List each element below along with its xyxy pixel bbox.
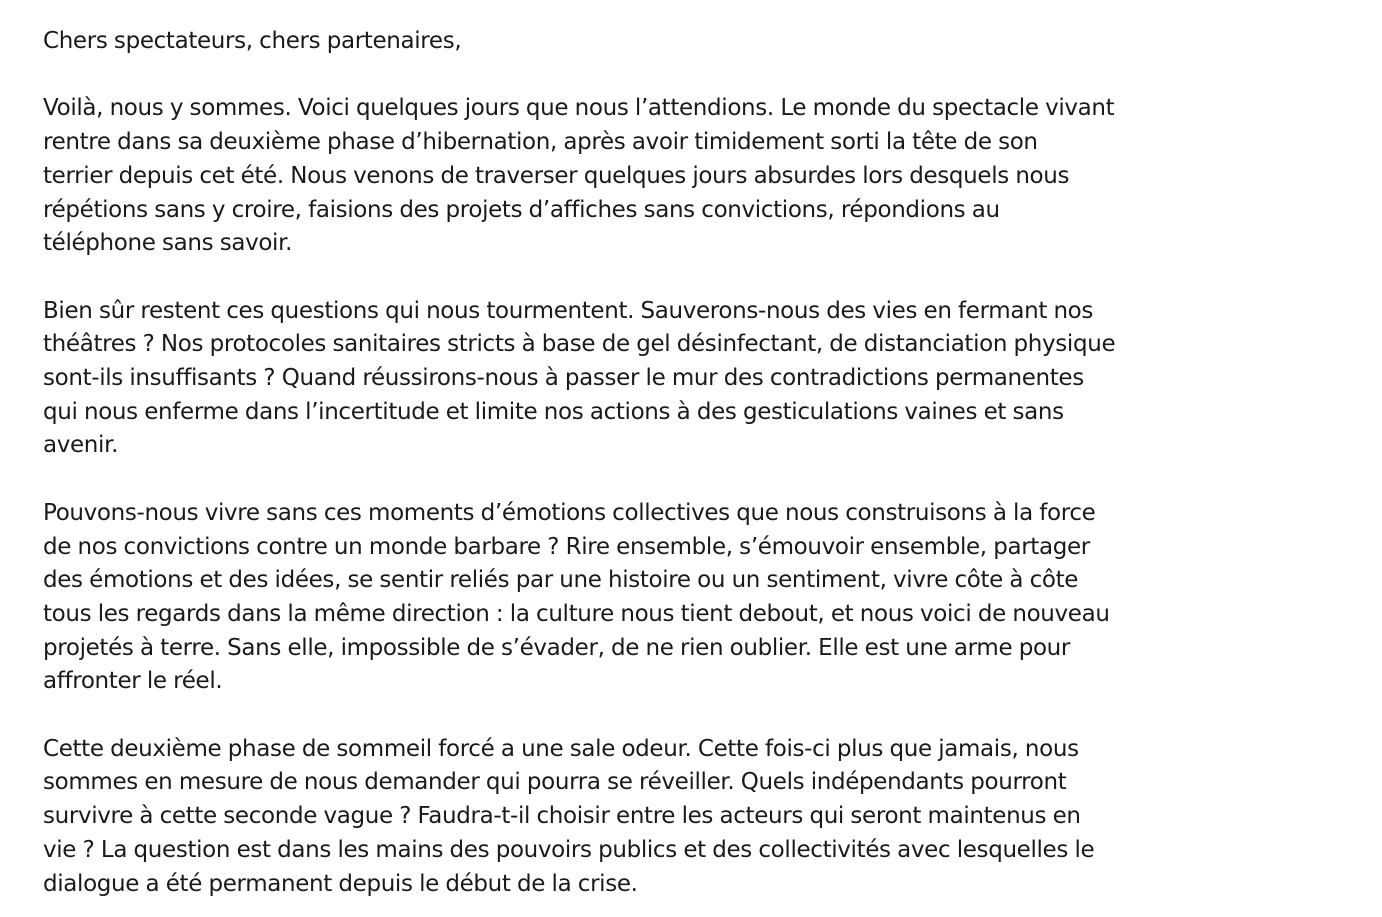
- paragraph-4: Cette deuxième phase de sommeil forcé a une sale odeur. Cette fois-ci plus que jamais, nous sommes en mesure de nous demander qui pourra se réveiller. Quels indépendants pourront survivre à cette seconde vague ? Faudra-t-il choisir entre les acteurs qui seront maintenus en vie ? La question est dans les mains des pouvoirs publics et des collectivités avec lesquelles le dialogue a été permanent depuis le début de la crise.: [43, 735, 1095, 897]
- paragraph-2: Bien sûr restent ces questions qui nous tourmentent. Sauverons-nous des vies en fermant nos théâtres ? Nos protocoles sanitaires stricts à base de gel désinfectant, de distanciation physique sont-ils insuffisants ? Quand réussirons-nous à passer le mur des contradictions permanentes qui nous enferme dans l’incertitude et limite nos actions à des gesticulations vaines et sans avenir.: [43, 297, 1116, 459]
- paragraph-3: Pouvons-nous vivre sans ces moments d’émotions collectives que nous construisons à la force de nos convictions contre un monde barbare ? Rire ensemble, s’émouvoir ensemble, partager des émotions et des idées, se sentir reliés par une histoire ou un sentiment, vivre côte à côte tous les regards dans la même direction : la culture nous tient debout, et nous voici de nouveau projetés à terre. Sans elle, impossible de s’évader, de ne rien oublier. Elle est une arme pour affronter le réel.: [43, 499, 1110, 695]
- letter-body: [43, 25, 1353, 901]
- salutation: Chers spectateurs, chers partenaires,: [43, 28, 462, 54]
- paragraph-1: Voilà, nous y sommes. Voici quelques jours que nous l’attendions. Le monde du spectacle vivant rentre dans sa deuxième phase d’hibernation, après avoir timidement sorti la tête de son terrier depuis cet été. Nous venons de traverser quelques jours absurdes lors desquels nous répétions sans y croire, faisions des projets d’affiches sans convictions, répondions au téléphone sans savoir.: [43, 95, 1115, 257]
